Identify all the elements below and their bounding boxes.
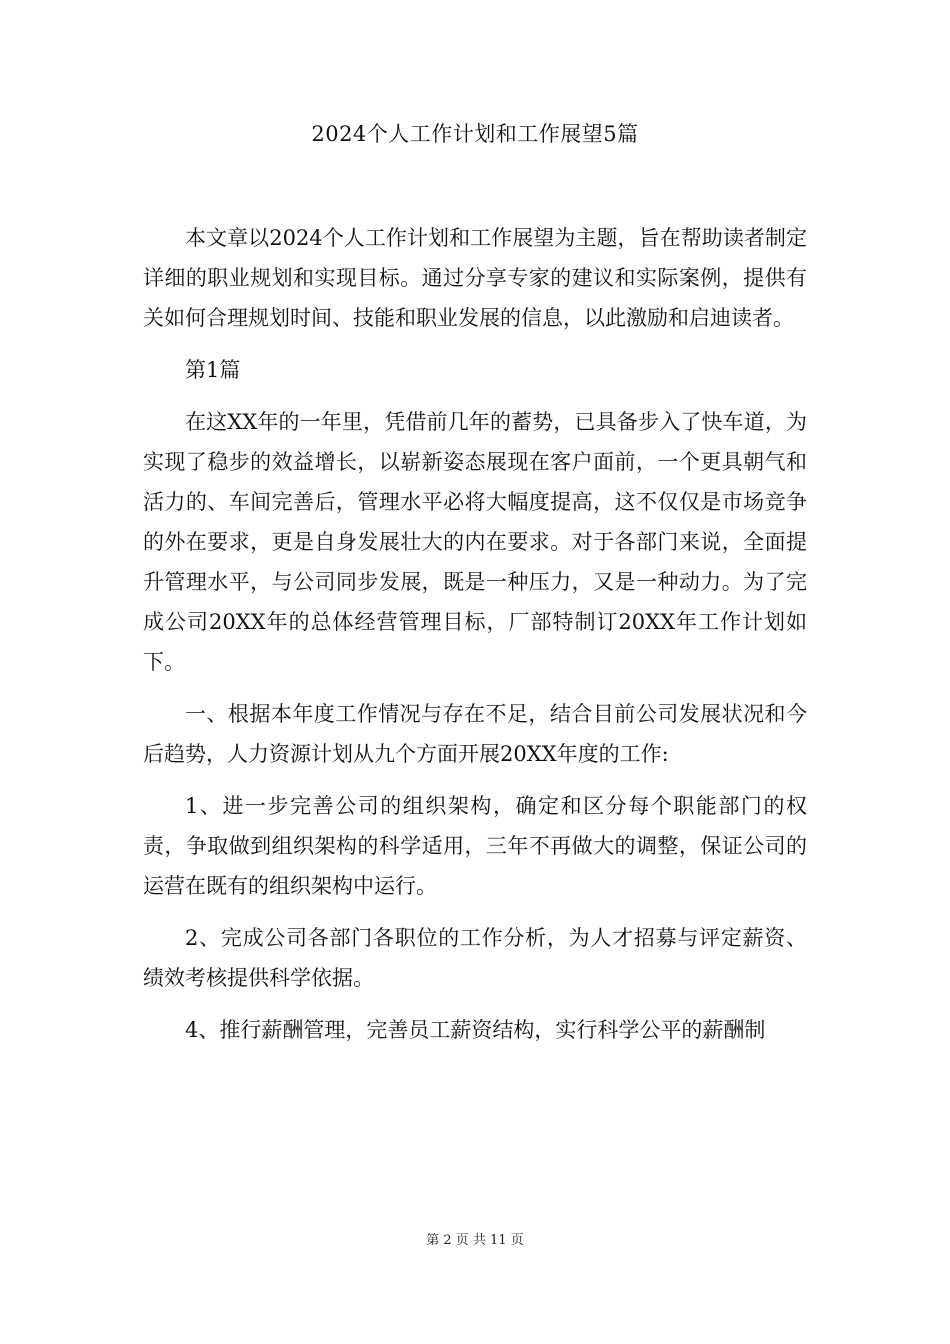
body-paragraph: 一、根据本年度工作情况与存在不足，结合目前公司发展状况和今后趋势，人力资源计划从九个方面开展20XX年度的工作:	[143, 702, 807, 766]
document-title: 2024个人工作计划和工作展望5篇	[311, 122, 639, 146]
list-item: 4、推行薪酬管理，完善员工薪资结构，实行科学公平的薪酬制	[185, 1018, 766, 1042]
section-heading: 第1篇	[185, 358, 241, 382]
list-item: 2、完成公司各部门各职位的工作分析，为人才招募与评定薪资、绩效考核提供科学依据。	[143, 926, 807, 990]
document-body	[143, 218, 807, 1050]
list-item: 1、进一步完善公司的组织架构，确定和区分每个职能部门的权责，争取做到组织架构的科学适用，三年不再做大的调整，保证公司的运营在既有的组织架构中运行。	[143, 794, 807, 898]
page-number: 第 2 页 共 11 页	[426, 1233, 524, 1248]
intro-paragraph: 本文章以2024个人工作计划和工作展望为主题，旨在帮助读者制定详细的职业规划和实现目标。通过分享专家的建议和实际案例，提供有关如何合理规划时间、技能和职业发展的信息，以此激励和启迪读者。	[143, 226, 807, 330]
body-paragraph: 在这XX年的一年里，凭借前几年的蓄势，已具备步入了快车道，为实现了稳步的效益增长，以崭新姿态展现在客户面前，一个更具朝气和活力的、车间完善后，管理水平必将大幅度提高，这不仅仅是市场竞争的外在要求，更是自身发展壮大的内在要求。对于各部门来说，全面提升管理水平，与公司同步发展，既是一种压力，又是一种动力。为了完成公司20XX年的总体经营管理目标，厂部特制订20XX年工作计划如下。	[143, 410, 807, 674]
